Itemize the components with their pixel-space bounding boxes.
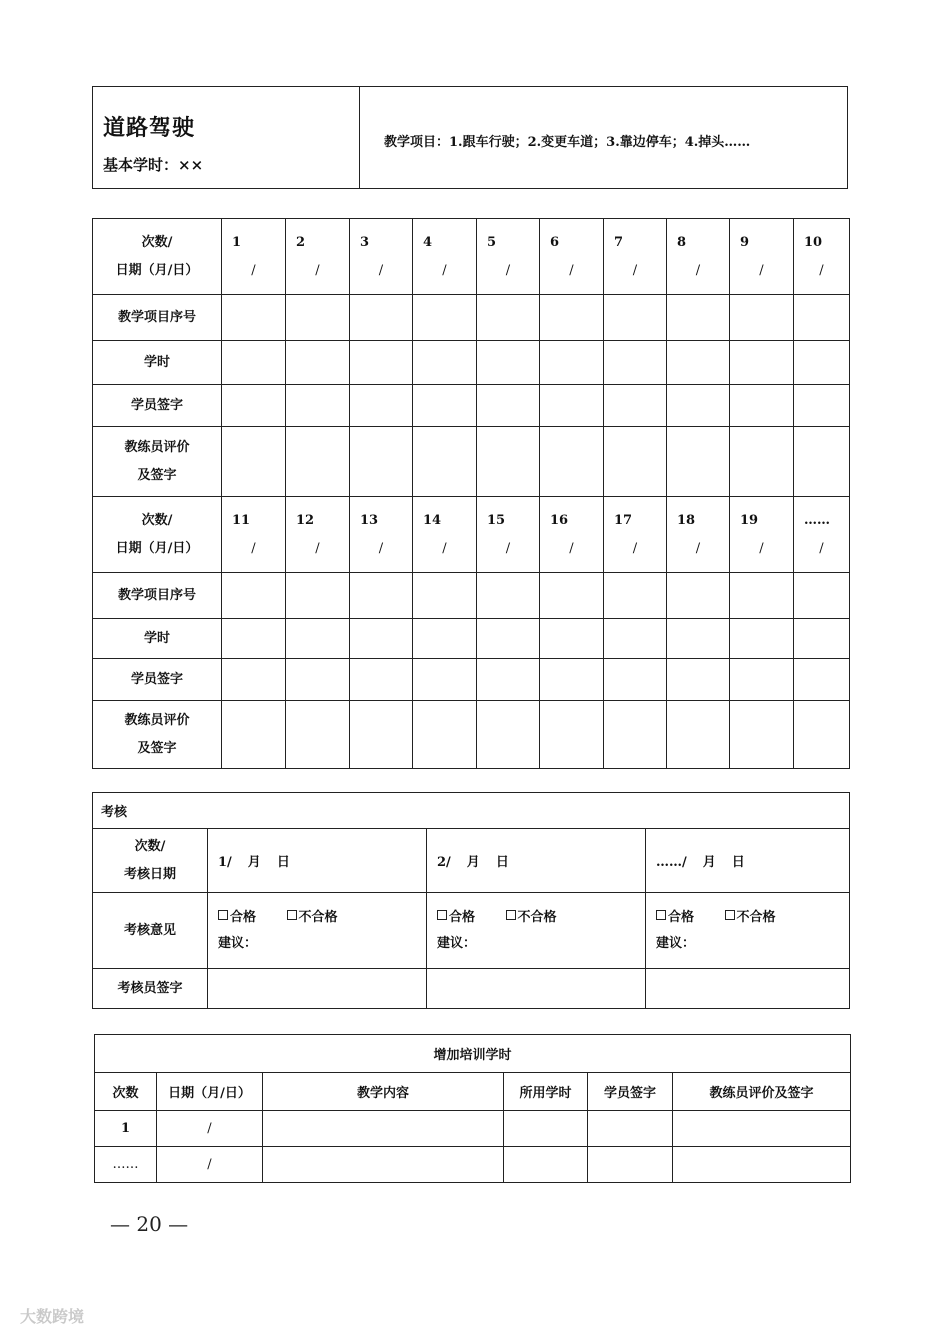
session-number: 8 [677,234,687,250]
watermark: 大数跨境 [20,1307,85,1326]
extra-row-hours[interactable] [504,1147,588,1183]
coach-eval-cell[interactable] [604,701,667,769]
hours-cell[interactable] [604,619,667,659]
exam-opinion-1: 合格 不合格 建议： [208,893,427,969]
session-date-cell[interactable] [350,497,413,573]
session-number: 13 [360,512,379,528]
session-number: 3 [360,234,370,250]
session-date-cell[interactable] [730,219,794,295]
session-number: 15 [487,512,506,528]
student-sign-cell[interactable] [350,385,413,427]
session-date-cell[interactable] [286,219,350,295]
hours-cell[interactable] [667,341,730,385]
exam-count-date-label: 次数/ 考核日期 [93,829,208,893]
hours-cell[interactable] [794,619,850,659]
hours-cell[interactable] [413,619,477,659]
session-date-cell[interactable] [413,219,477,295]
count-date-label: 次数/ 日期（月/日） [93,219,222,295]
extra-row-content[interactable] [263,1147,504,1183]
coach-eval-label: 教练员评价 及签字 [93,701,222,769]
extra-row-student-sign[interactable] [588,1111,673,1147]
exam-title: 考核 [93,793,850,829]
date-slash: / [442,540,447,556]
item-no-cell[interactable] [540,573,604,619]
examiner-sign-cell[interactable] [646,969,850,1009]
exam-opinion-label: 考核意见 [93,893,208,969]
item-no-cell[interactable] [350,573,413,619]
session-date-cell[interactable] [222,219,286,295]
session-date-cell[interactable] [477,497,540,573]
extra-training-table [94,1034,851,1183]
student-sign-cell[interactable] [222,385,286,427]
hours-cell[interactable] [350,619,413,659]
item-no-cell[interactable] [222,295,286,341]
teaching-items: 教学项目：1.跟车行驶；2.变更车道；3.靠边停车；4.掉头…… [384,135,751,150]
student-sign-cell[interactable] [730,659,794,701]
session-date-cell[interactable] [540,497,604,573]
student-sign-cell[interactable] [286,659,350,701]
basic-hours: 基本学时：×× [103,156,204,174]
item-no-cell[interactable] [540,295,604,341]
student-sign-cell[interactable] [667,385,730,427]
student-sign-cell[interactable] [540,659,604,701]
student-sign-label: 学员签字 [93,659,222,701]
coach-eval-cell[interactable] [286,701,350,769]
count-date-label: 次数/ 日期（月/日） [93,497,222,573]
item-no-cell[interactable] [794,573,850,619]
coach-eval-cell[interactable] [730,701,794,769]
student-sign-cell[interactable] [350,659,413,701]
coach-eval-cell[interactable] [604,427,667,497]
header-box [92,86,848,189]
session-number: 16 [550,512,569,528]
extra-row-coach-eval[interactable] [673,1111,851,1147]
session-date-cell[interactable] [604,497,667,573]
coach-eval-cell[interactable] [667,701,730,769]
coach-eval-cell[interactable] [794,701,850,769]
item-no-cell[interactable] [286,295,350,341]
page-number: — 20 — [110,1212,189,1236]
date-slash: / [695,540,701,556]
pass-checkbox[interactable] [656,910,666,920]
exam-opinion-3: 合格 不合格 建议： [646,893,850,969]
session-number: 17 [614,512,633,528]
session-date-cell[interactable] [540,219,604,295]
date-slash: / [695,262,701,278]
item-no-cell[interactable] [477,295,540,341]
coach-eval-label: 教练员评价 及签字 [93,427,222,497]
exam-date-1: 1/ 月 日 [208,829,427,893]
coach-eval-cell[interactable] [540,427,604,497]
session-number: 11 [232,512,251,528]
session-number: 4 [423,234,433,250]
hours-cell[interactable] [667,619,730,659]
coach-eval-cell[interactable] [477,427,540,497]
coach-eval-cell[interactable] [413,427,477,497]
extra-header: 日期（月/日） [157,1073,263,1111]
item-no-label: 教学项目序号 [93,295,222,341]
date-slash: / [315,262,320,278]
hours-cell[interactable] [350,341,413,385]
session-number: 12 [296,512,315,528]
examiner-sign-cell[interactable] [427,969,646,1009]
hours-cell[interactable] [730,619,794,659]
extra-row-coach-eval[interactable] [673,1147,851,1183]
session-date-cell[interactable] [667,497,730,573]
coach-eval-cell[interactable] [350,701,413,769]
exam-date-3: ……/ 月 日 [646,829,850,893]
hours-cell[interactable] [540,619,604,659]
student-sign-cell[interactable] [667,659,730,701]
student-sign-cell[interactable] [604,385,667,427]
header-left-cell [93,87,360,189]
student-sign-cell[interactable] [477,385,540,427]
hours-cell[interactable] [477,341,540,385]
item-no-cell[interactable] [477,573,540,619]
coach-eval-cell[interactable] [286,427,350,497]
extra-row-hours[interactable] [504,1111,588,1147]
date-slash: / [315,540,320,556]
extra-training-title: 增加培训学时 [95,1035,851,1073]
extra-header: 所用学时 [504,1073,588,1111]
pass-checkbox[interactable] [437,910,447,920]
date-slash: / [378,262,384,278]
fail-checkbox[interactable] [506,910,516,920]
date-slash: / [251,540,256,556]
session-number: 10 [804,234,823,250]
coach-eval-cell[interactable] [222,427,286,497]
hours-cell[interactable] [730,341,794,385]
date-slash: / [569,262,574,278]
extra-row-date[interactable]: / [157,1111,263,1147]
session-number: 18 [677,512,696,528]
student-sign-cell[interactable] [794,659,850,701]
session-date-cell[interactable] [794,219,850,295]
student-sign-cell[interactable] [477,659,540,701]
coach-eval-cell[interactable] [730,427,794,497]
session-number: 1 [232,234,242,250]
session-date-cell[interactable] [604,219,667,295]
session-date-cell[interactable] [350,219,413,295]
session-number: …… [804,512,830,528]
session-number: 6 [550,234,560,250]
item-no-cell[interactable] [730,295,794,341]
date-slash: / [569,540,574,556]
date-slash: / [759,540,764,556]
date-slash: / [759,262,764,278]
item-no-cell[interactable] [794,295,850,341]
hours-cell[interactable] [222,619,286,659]
hours-cell[interactable] [794,341,850,385]
item-no-cell[interactable] [730,573,794,619]
coach-eval-cell[interactable] [350,427,413,497]
hours-cell[interactable] [286,341,350,385]
session-number: 2 [296,234,306,250]
session-number: 5 [487,234,497,250]
date-slash: / [505,262,511,278]
item-no-label: 教学项目序号 [93,573,222,619]
extra-row-date[interactable]: / [157,1147,263,1183]
student-sign-cell[interactable] [730,385,794,427]
coach-eval-cell[interactable] [413,701,477,769]
date-slash: / [505,540,511,556]
item-no-cell[interactable] [667,573,730,619]
session-date-cell[interactable] [667,219,730,295]
student-sign-cell[interactable] [222,659,286,701]
header-right-cell [360,87,848,189]
hours-cell[interactable] [413,341,477,385]
date-slash: / [251,262,256,278]
extra-row-no: …… [95,1147,157,1183]
session-number: 19 [740,512,759,528]
item-no-cell[interactable] [604,295,667,341]
session-date-cell[interactable] [477,219,540,295]
coach-eval-cell[interactable] [667,427,730,497]
pass-checkbox[interactable] [218,910,228,920]
hours-cell[interactable] [477,619,540,659]
coach-eval-cell[interactable] [222,701,286,769]
session-number: 9 [740,234,750,250]
examiner-sign-cell[interactable] [208,969,427,1009]
examiner-sign-label: 考核员签字 [93,969,208,1009]
extra-header: 教练员评价及签字 [673,1073,851,1111]
extra-row-student-sign[interactable] [588,1147,673,1183]
hours-label: 学时 [93,619,222,659]
session-date-cell[interactable] [730,497,794,573]
session-number: 7 [614,234,624,250]
student-sign-cell[interactable] [794,385,850,427]
hours-cell[interactable] [222,341,286,385]
extra-header: 次数 [95,1073,157,1111]
student-sign-cell[interactable] [413,659,477,701]
fail-checkbox[interactable] [725,910,735,920]
exam-table [92,792,850,1009]
item-no-cell[interactable] [413,573,477,619]
extra-row-no: 1 [95,1111,157,1147]
exam-date-2: 2/ 月 日 [427,829,646,893]
sessions-table [92,218,850,769]
hours-cell[interactable] [286,619,350,659]
date-slash: / [442,262,447,278]
item-no-cell[interactable] [286,573,350,619]
session-date-cell[interactable] [794,497,850,573]
date-slash: / [819,540,824,556]
date-slash: / [378,540,384,556]
hours-cell[interactable] [540,341,604,385]
hours-label: 学时 [93,341,222,385]
session-date-cell[interactable] [286,497,350,573]
extra-header: 教学内容 [263,1073,504,1111]
item-no-cell[interactable] [667,295,730,341]
session-number: 14 [423,512,442,528]
student-sign-cell[interactable] [413,385,477,427]
extra-header: 学员签字 [588,1073,673,1111]
coach-eval-cell[interactable] [477,701,540,769]
coach-eval-cell[interactable] [794,427,850,497]
student-sign-cell[interactable] [540,385,604,427]
hours-cell[interactable] [604,341,667,385]
extra-row-content[interactable] [263,1111,504,1147]
item-no-cell[interactable] [413,295,477,341]
item-no-cell[interactable] [350,295,413,341]
date-slash: / [632,262,638,278]
fail-checkbox[interactable] [287,910,297,920]
session-date-cell[interactable] [413,497,477,573]
student-sign-cell[interactable] [286,385,350,427]
date-slash: / [632,540,638,556]
item-no-cell[interactable] [222,573,286,619]
student-sign-cell[interactable] [604,659,667,701]
coach-eval-cell[interactable] [540,701,604,769]
item-no-cell[interactable] [604,573,667,619]
session-date-cell[interactable] [222,497,286,573]
student-sign-label: 学员签字 [93,385,222,427]
exam-opinion-2: 合格 不合格 建议： [427,893,646,969]
date-slash: / [819,262,824,278]
section-title: 道路驾驶 [103,115,196,141]
